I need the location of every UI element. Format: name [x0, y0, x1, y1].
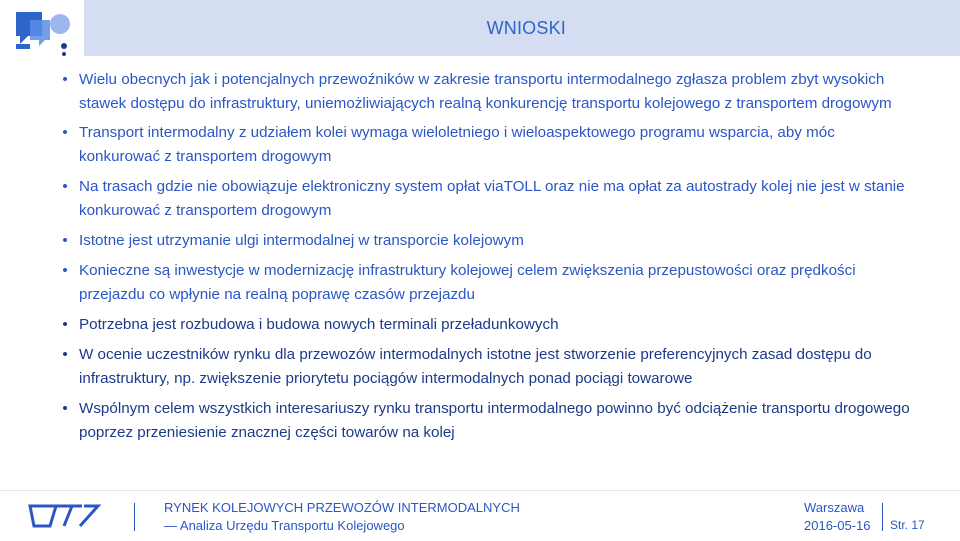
footer-city: Warszawa	[804, 500, 865, 515]
page-title: WNIOSKI	[486, 17, 566, 38]
bullet-item-2	[60, 121, 920, 169]
bullet-dot: •	[62, 232, 68, 249]
bullet-text: Transport intermodalny z udziałem kolei wymaga wieloletniego i wieloaspektowego programu wsparcia, aby móc konkurować z transportem drogowym	[79, 124, 835, 165]
footer-report-title: RYNEK KOLEJOWYCH PRZEWOZÓW INTERMODALNYCH	[164, 500, 520, 515]
bullet-dot: •	[62, 71, 68, 88]
bullet-text: Istotne jest utrzymanie ulgi intermodalnej w transporcie kolejowym	[79, 232, 524, 249]
bullet-item-4	[60, 229, 920, 253]
bullet-dot: •	[62, 316, 68, 333]
page-number: Str. 17	[890, 518, 925, 532]
footer-divider-right	[882, 503, 883, 531]
bullet-item-7	[60, 343, 920, 391]
bullet-text: Na trasach gdzie nie obowiązuje elektroniczny system opłat viaTOLL oraz nie ma opłat za autostrady kolej nie jest w stanie konkurować z transportem drogowym	[79, 178, 905, 219]
bullet-list	[60, 68, 920, 451]
bullet-text: Wspólnym celem wszystkich interesariuszy rynku transportu intermodalnego powinno być odciążenie transportu drogowego poprzez przeniesienie znacznej części towarów na kolej	[79, 400, 910, 441]
bullet-item-1	[60, 68, 920, 116]
bullet-dot: •	[62, 262, 68, 279]
footer	[0, 490, 960, 541]
footer-date: 2016-05-16	[804, 518, 871, 533]
bullet-dot: •	[62, 124, 68, 141]
utk-logo-icon	[24, 503, 104, 529]
bullet-dot: •	[62, 178, 68, 195]
bullet-text: W ocenie uczestników rynku dla przewozów intermodalnych istotne jest stworzenie preferencyjnych zasad dostępu do infrastruktury, np. zwiększenie priorytetu pociągów intermodalnych ponad pociągi towarowe	[79, 346, 872, 387]
bullet-item-6	[60, 313, 920, 337]
bullet-item-5	[60, 259, 920, 307]
bullet-text: Potrzebna jest rozbudowa i budowa nowych terminali przeładunkowych	[79, 316, 559, 333]
footer-divider	[134, 503, 135, 531]
title-bar	[84, 0, 960, 56]
bullet-item-3	[60, 175, 920, 223]
footer-report-subtitle: — Analiza Urzędu Transportu Kolejowego	[164, 518, 405, 533]
bullet-dot: •	[62, 400, 68, 417]
bullet-text: Konieczne są inwestycje w modernizację infrastruktury kolejowej celem zwiększenia przepustowości oraz prędkości przejazdu co wpłynie na realną poprawę czasów przejazdu	[79, 262, 856, 303]
bullet-text: Wielu obecnych jak i potencjalnych przewoźników w zakresie transportu intermodalnego zgłasza problem zbyt wysokich stawek dostępu do infrastruktury, uniemożliwiających realną konkurencję transportu kolejowego z transportem drogowym	[79, 71, 892, 112]
bullet-dot: •	[62, 346, 68, 363]
chat-bubbles-logo-icon	[12, 6, 72, 58]
bullet-item-8	[60, 397, 920, 445]
